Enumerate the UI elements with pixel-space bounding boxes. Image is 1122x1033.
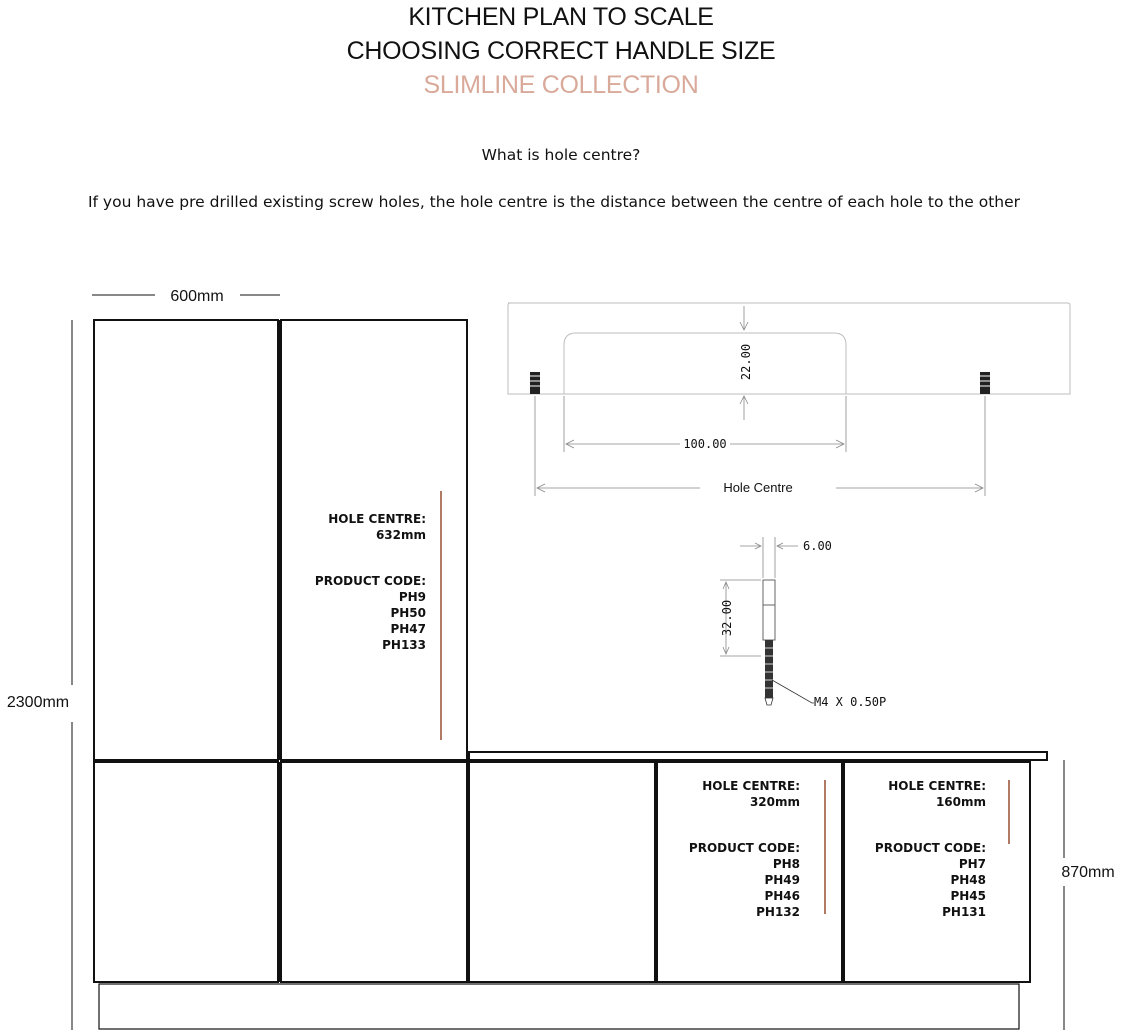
handle-profile [763,580,775,640]
worktop [469,752,1047,760]
hole-centre-value-632: 632mm [375,528,426,542]
product-code-item: PH50 [390,606,426,620]
product-code-item: PH47 [390,622,426,636]
base-cabinet-3 [469,762,655,982]
product-code-label-632: PRODUCT CODE: [314,574,426,588]
spec-leader-line [772,680,814,703]
product-code-item: PH45 [950,889,986,903]
base-cabinet-1 [94,762,278,982]
dim-600-label: 600mm [170,288,224,305]
dim-100-label: 100.00 [683,437,727,451]
hole-centre-value-160: 160mm [935,795,986,809]
product-code-item: PH7 [958,857,986,871]
plinth [99,984,1019,1029]
product-code-item: PH133 [382,638,426,652]
dim-22-label: 22.00 [739,343,753,381]
tall-cabinet-left [94,320,278,760]
handle-technical-drawing [508,303,1070,709]
product-code-item: PH132 [756,905,800,919]
hole-centre-label-320: HOLE CENTRE: [702,779,800,793]
profile-screw-icon [765,640,773,705]
product-code-item: PH8 [772,857,800,871]
page-title: KITCHEN PLAN TO SCALE [408,3,714,31]
dim-870-label: 870mm [1061,864,1115,881]
collection-subtitle: SLIMLINE COLLECTION [423,71,699,99]
dim-2300-label: 2300mm [6,694,70,711]
question-text: What is hole centre? [481,146,641,164]
product-code-item: PH46 [764,889,800,903]
explanation-text: If you have pre drilled existing screw holes, the hole centre is the distance between the centre of each hole to the other [87,193,1021,211]
screw-right-icon [980,372,990,394]
hole-centre-label-632: HOLE CENTRE: [328,512,426,526]
handle-recess [564,333,846,394]
product-code-label-160: PRODUCT CODE: [874,841,986,855]
dim-6-label: 6.00 [803,539,832,553]
tall-cabinet-right [281,320,467,760]
screw-left-icon [530,372,540,394]
product-code-label-320: PRODUCT CODE: [688,841,800,855]
dim-32-label: 32.00 [720,599,734,637]
base-cabinet-2 [281,762,467,982]
hole-centre-label-160: HOLE CENTRE: [888,779,986,793]
screw-spec-label: M4 X 0.50P [814,695,887,709]
hole-centre-value-320: 320mm [749,795,800,809]
hole-centre-dim-label: Hole Centre [723,480,793,495]
page-title-line2: CHOOSING CORRECT HANDLE SIZE [346,37,776,65]
product-code-item: PH49 [764,873,800,887]
product-code-item: PH131 [942,905,986,919]
product-code-item: PH9 [398,590,426,604]
product-code-item: PH48 [950,873,986,887]
